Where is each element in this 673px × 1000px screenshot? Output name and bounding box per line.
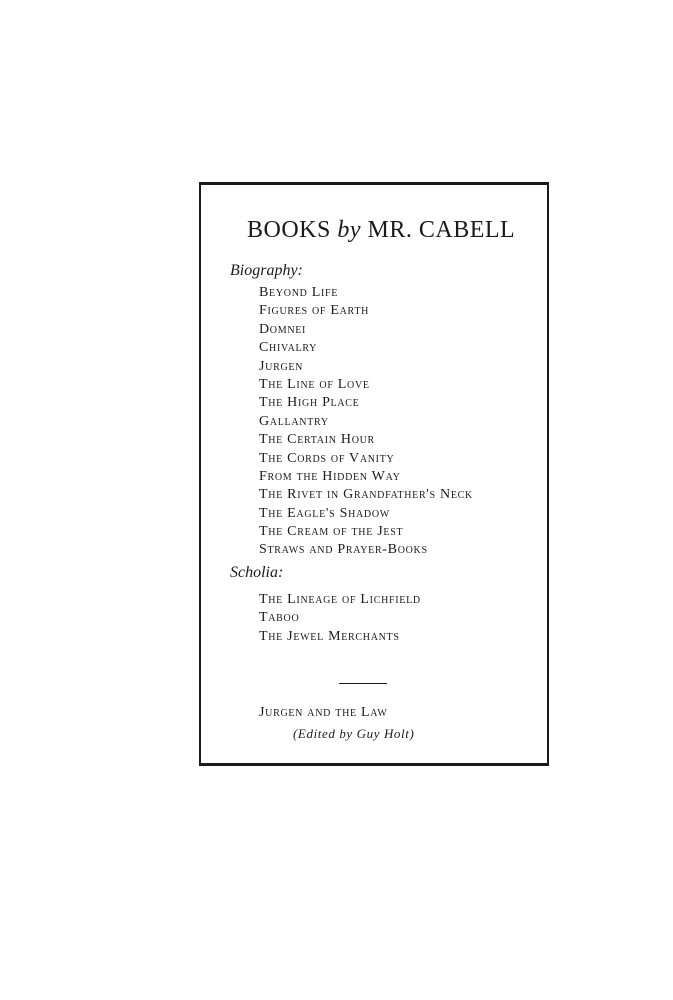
biography-label: Biography: (230, 262, 303, 279)
book-list-frame (199, 182, 549, 766)
list-item: The Jewel Merchants (259, 628, 400, 644)
title-author: MR. CABELL (367, 217, 516, 243)
list-item: Domnei (259, 321, 307, 337)
scholia-label: Scholia: (230, 564, 284, 581)
scholia-list (259, 591, 421, 646)
list-item: Straws and Prayer-Books (259, 542, 428, 558)
list-item: The Eagle's Shadow (259, 505, 390, 521)
list-item: The High Place (259, 395, 360, 411)
list-item: The Rivet in Grandfather's Neck (259, 487, 473, 503)
title-by: by (337, 217, 362, 243)
list-item: Gallantry (259, 413, 329, 429)
list-item: The Certain Hour (259, 432, 375, 448)
list-item: Chivalry (259, 340, 318, 356)
list-item: From the Hidden Way (259, 468, 401, 484)
list-item: Jurgen (259, 358, 304, 374)
list-item: The Cords of Vanity (259, 450, 395, 466)
editor-note: (Edited by Guy Holt) (293, 726, 415, 741)
list-item: Taboo (259, 610, 300, 626)
section-divider (339, 683, 387, 684)
title-prefix: BOOKS (247, 217, 331, 243)
list-item: Beyond Life (259, 285, 339, 300)
list-item: The Line of Love (259, 376, 370, 392)
biography-list (259, 284, 473, 560)
page-title (247, 217, 515, 244)
list-item: The Cream of the Jest (259, 524, 404, 540)
related-book-title: Jurgen and the Law (259, 705, 388, 720)
list-item: Figures of Earth (259, 303, 370, 319)
list-item: The Lineage of Lichfield (259, 592, 421, 607)
